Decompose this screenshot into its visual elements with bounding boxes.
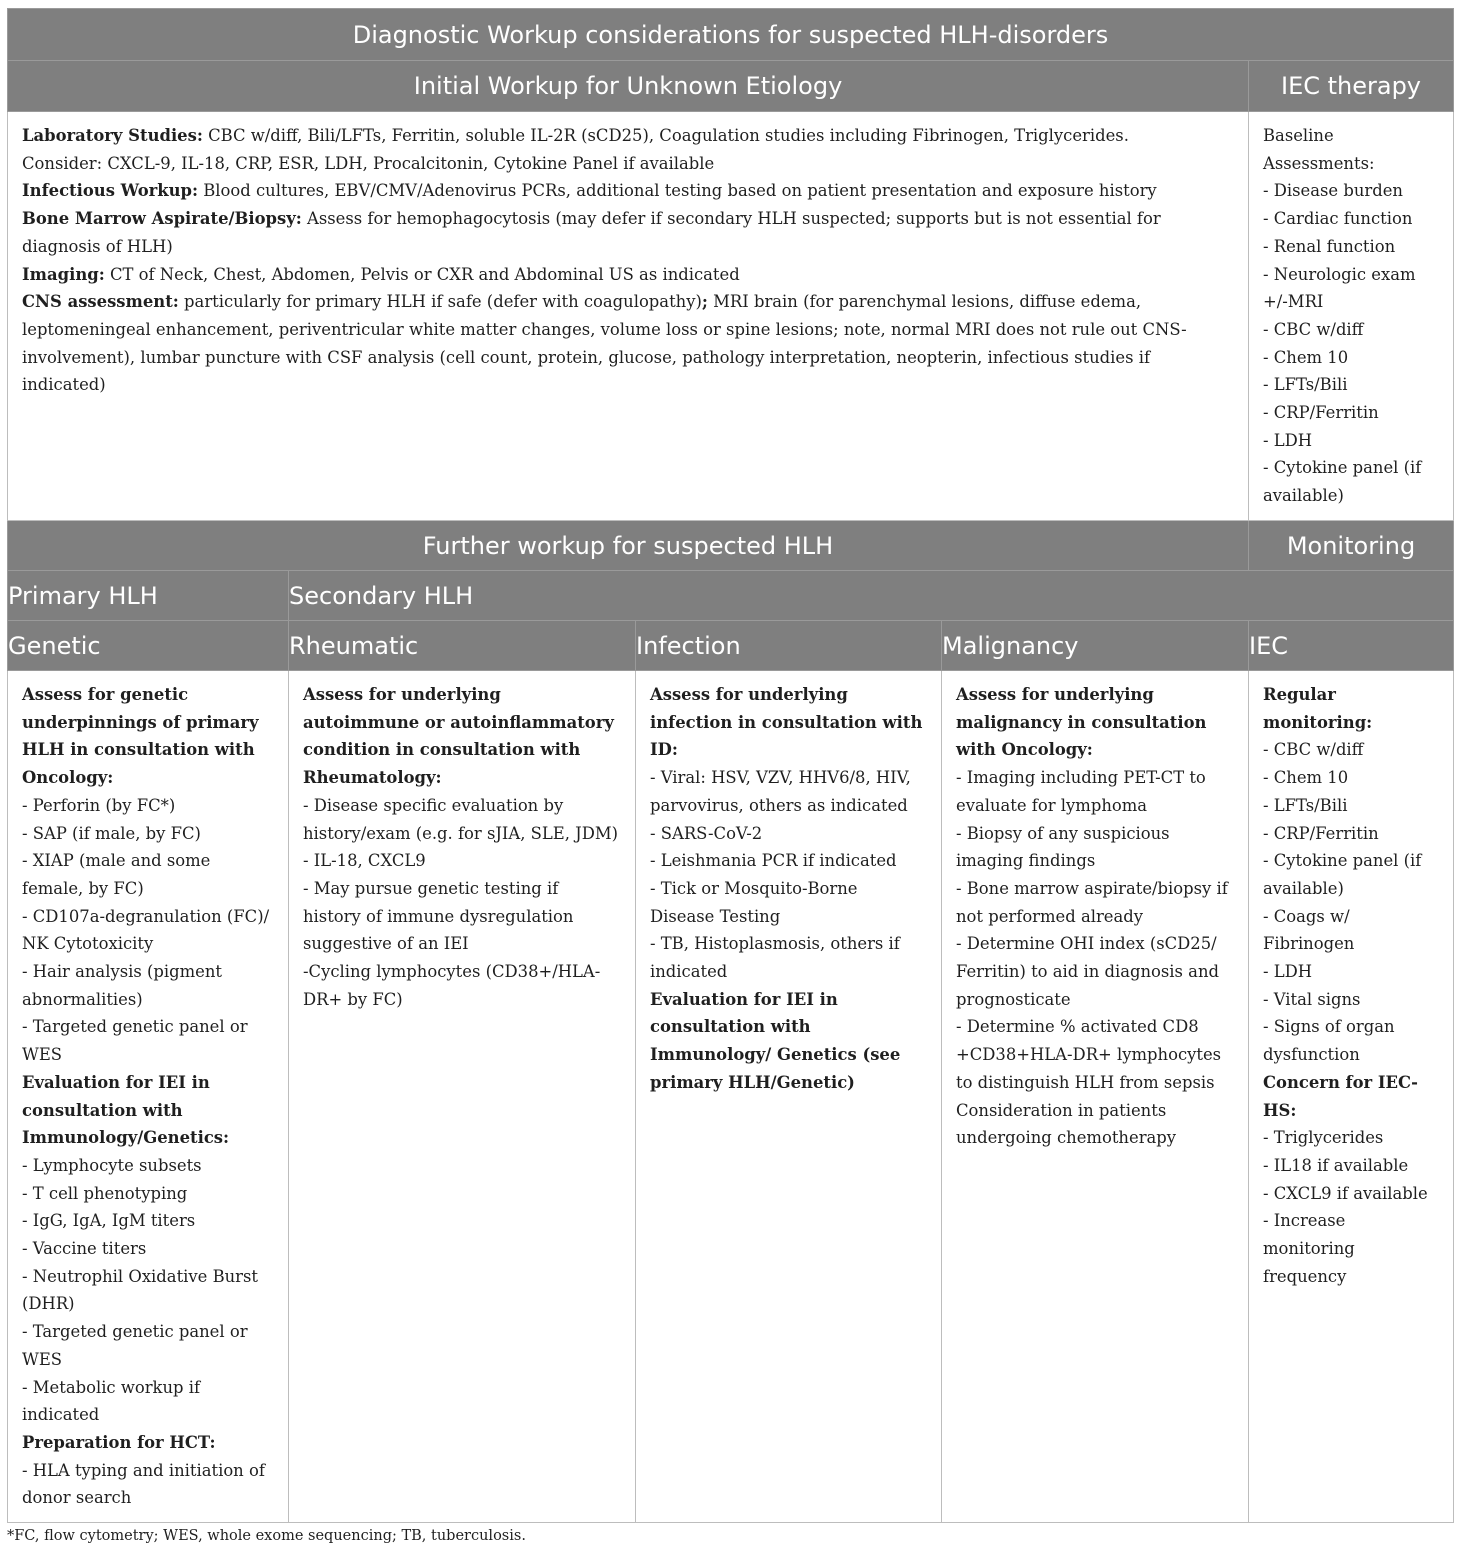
infection-list [650, 764, 927, 986]
category-header-row [8, 621, 1454, 671]
iec-therapy-list [1263, 177, 1439, 509]
list-item: - IL-18, CXCL9 [303, 851, 426, 871]
header-monitoring: Monitoring [1249, 521, 1454, 571]
header-iec: IEC [1249, 621, 1454, 671]
title-row [8, 9, 1454, 61]
list-item: - CBC w/diff [1263, 740, 1364, 760]
list-item: - Lymphocyte subsets [22, 1155, 202, 1175]
infection-heading-2: Evaluation for IEI in consultation with Immunology/ Genetics (see primary HLH/Genetic) [650, 989, 901, 1092]
list-item: - Tick or Mosquito-Borne Disease Testing [650, 878, 858, 926]
malignancy-heading: Assess for underlying malignancy in consultation with Oncology: [956, 685, 1207, 760]
list-item: - LDH [1263, 430, 1313, 450]
list-item: - TB, Histoplasmosis, others if indicated [650, 934, 900, 982]
list-item: - Targeted genetic panel or WES [22, 1322, 248, 1369]
list-item: - Cytokine panel (if available) [1263, 851, 1422, 898]
further-header-row [8, 521, 1454, 571]
malignancy-list [956, 764, 1234, 1152]
header-infection: Infection [636, 621, 942, 671]
genetic-heading-1: Assess for genetic underpinnings of primary HLH in consultation with Oncology: [22, 685, 259, 788]
list-item: - Cardiac function [1263, 209, 1413, 229]
bone-marrow-text: Assess for hemophagocytosis (may defer if secondary HLH suspected; supports but is not essential for diagnosis of HLH) [22, 209, 1161, 256]
list-item: - Triglycerides [1263, 1128, 1384, 1148]
rheumatic-list [303, 792, 621, 1014]
genetic-list-1 [22, 792, 274, 1069]
list-item: - Biopsy of any suspicious imaging findings [956, 823, 1170, 871]
list-item: - LFTs/Bili [1263, 795, 1348, 815]
iec-therapy-intro: Baseline Assessments: [1263, 126, 1375, 173]
list-item: - Determine % activated CD8 +CD38+HLA-DR+ lymphocytes to distinguish HLH from sepsis [956, 1017, 1222, 1092]
list-item: - CRP/Ferritin [1263, 403, 1379, 423]
iec-heading-1: Regular monitoring: [1263, 685, 1373, 732]
header-malignancy: Malignancy [942, 621, 1249, 671]
hlh-type-header-row [8, 571, 1454, 621]
list-item: - Renal function [1263, 236, 1396, 256]
genetic-list-3 [22, 1457, 274, 1512]
genetic-list-2 [22, 1152, 274, 1429]
iec-list-1 [1263, 736, 1439, 1068]
list-item: - Neutrophil Oxidative Burst (DHR) [22, 1266, 258, 1314]
cns-assessment-text-2: MRI brain (for parenchymal lesions, diffuse edema, leptomeningeal enhancement, periventricular white matter changes, volume loss or spine lesions; note, normal MRI does not rule out CNS-involvement), lumbar puncture with CSF analysis (cell count, protein, glucose, pathology interpretation, neopterin, infectious studies if indicated) [22, 292, 1187, 395]
cns-semicolon: ; [701, 292, 708, 312]
initial-header-row [8, 61, 1454, 112]
list-item: - Signs of organ dysfunction [1263, 1017, 1395, 1065]
genetic-heading-2: Evaluation for IEI in consultation with Immunology/Genetics: [22, 1072, 230, 1148]
iec-heading-2: Concern for IEC-HS: [1263, 1072, 1418, 1120]
cns-assessment-text-1: particularly for primary HLH if safe (defer with coagulopathy) [178, 292, 702, 312]
consider-line: Consider: CXCL-9, IL-18, CRP, ESR, LDH, Procalcitonin, Cytokine Panel if available [22, 153, 715, 173]
initial-workup-cell [8, 112, 1249, 521]
list-item: - T cell phenotyping [22, 1183, 188, 1203]
list-item: - Coags w/ Fibrinogen [1263, 906, 1355, 954]
list-item: - Metabolic workup if indicated [22, 1377, 201, 1425]
rheumatic-heading: Assess for underlying autoimmune or autoinflammatory condition in consultation with Rheumatology: [303, 685, 614, 788]
malignancy-cell [942, 671, 1249, 1523]
list-item: -Cycling lymphocytes (CD38+/HLA-DR+ by FC) [303, 962, 601, 1009]
list-item: - SARS-CoV-2 [650, 823, 763, 843]
list-item: - Targeted genetic panel or WES [22, 1017, 248, 1065]
header-iec-therapy: IEC therapy [1249, 61, 1454, 112]
list-item: - SAP (if male, by FC) [22, 823, 201, 843]
list-item: - Disease specific evaluation by history/exam (e.g. for sJIA, SLE, JDM) [303, 795, 619, 843]
list-item: - XIAP (male and some female, by FC) [22, 851, 211, 898]
list-item: - Vital signs [1263, 989, 1361, 1009]
initial-body-row [8, 112, 1454, 521]
iec-cell [1249, 671, 1454, 1523]
table-title: Diagnostic Workup considerations for suspected HLH-disorders [8, 9, 1454, 61]
list-item: - Chem 10 [1263, 347, 1349, 367]
iec-list-2 [1263, 1124, 1439, 1290]
list-item: - Vaccine titers [22, 1239, 147, 1259]
list-item: - Imaging including PET-CT to evaluate for lymphoma [956, 768, 1206, 815]
list-item: - Viral: HSV, VZV, HHV6/8, HIV, parvovirus, others as indicated [650, 768, 911, 815]
infectious-workup-label: Infectious Workup: [22, 181, 199, 201]
cns-assessment-label: CNS assessment: [22, 292, 179, 312]
header-secondary-hlh: Secondary HLH [289, 571, 1454, 621]
imaging [22, 261, 1234, 289]
lab-studies [22, 122, 1234, 150]
category-body-row [8, 671, 1454, 1523]
list-item: - Cytokine panel (if available) [1263, 458, 1422, 506]
list-item: Consideration in patients undergoing chemotherapy [956, 1100, 1177, 1148]
lab-studies-label: Laboratory Studies: [22, 126, 203, 145]
list-item: - Perforin (by FC*) [22, 795, 176, 815]
list-item: - Chem 10 [1263, 768, 1349, 788]
list-item: - CBC w/diff [1263, 319, 1364, 339]
infectious-workup [22, 177, 1234, 205]
header-rheumatic: Rheumatic [289, 621, 636, 671]
table-wrapper [7, 8, 1453, 1523]
infection-heading-1: Assess for underlying infection in consultation with ID: [650, 685, 923, 760]
bone-marrow-label: Bone Marrow Aspirate/Biopsy: [22, 209, 302, 229]
list-item: - Determine OHI index (sCD25/ Ferritin) to aid in diagnosis and prognosticate [956, 934, 1219, 1009]
list-item: - HLA typing and initiation of donor search [22, 1460, 265, 1508]
header-initial-workup: Initial Workup for Unknown Etiology [8, 61, 1249, 112]
footnote: *FC, flow cytometry; WES, whole exome sequencing; TB, tuberculosis. [7, 1528, 526, 1544]
lab-studies-text: CBC w/diff, Bili/LFTs, Ferritin, soluble IL-2R (sCD25), Coagulation studies including Fibrinogen, Triglycerides. [202, 126, 1129, 145]
list-item: - Bone marrow aspirate/biopsy if not performed already [956, 878, 1228, 926]
genetic-cell [8, 671, 289, 1523]
list-item: - CRP/Ferritin [1263, 823, 1379, 843]
imaging-label: Imaging: [22, 264, 105, 284]
list-item: - CXCL9 if available [1263, 1183, 1428, 1203]
header-further-workup: Further workup for suspected HLH [8, 521, 1249, 571]
list-item: - Leishmania PCR if indicated [650, 851, 897, 871]
list-item: - Increase monitoring frequency [1263, 1211, 1355, 1286]
list-item: - LFTs/Bili [1263, 375, 1348, 395]
imaging-text: CT of Neck, Chest, Abdomen, Pelvis or CXR and Abdominal US as indicated [104, 264, 740, 284]
diagnostic-workup-table [7, 8, 1454, 1523]
list-item: - LDH [1263, 962, 1313, 982]
header-primary-hlh: Primary HLH [8, 571, 289, 621]
iec-therapy-cell [1249, 112, 1454, 521]
list-item: - CD107a-degranulation (FC)/ NK Cytotoxicity [22, 906, 270, 954]
cns-assessment [22, 288, 1234, 399]
bone-marrow [22, 205, 1234, 260]
rheumatic-cell [289, 671, 636, 1523]
list-item: - Hair analysis (pigment abnormalities) [22, 962, 222, 1009]
list-item: - Disease burden [1263, 181, 1403, 201]
infectious-workup-text: Blood cultures, EBV/CMV/Adenovirus PCRs, additional testing based on patient presentation and exposure history [198, 181, 1157, 201]
infection-cell [636, 671, 942, 1523]
genetic-heading-3: Preparation for HCT: [22, 1432, 216, 1452]
list-item: - May pursue genetic testing if history of immune dysregulation suggestive of an IEI [303, 878, 574, 954]
list-item: - IgG, IgA, IgM titers [22, 1211, 196, 1231]
list-item: - Neurologic exam +/-MRI [1263, 264, 1416, 312]
header-genetic: Genetic [8, 621, 289, 671]
list-item: - IL18 if available [1263, 1155, 1409, 1175]
